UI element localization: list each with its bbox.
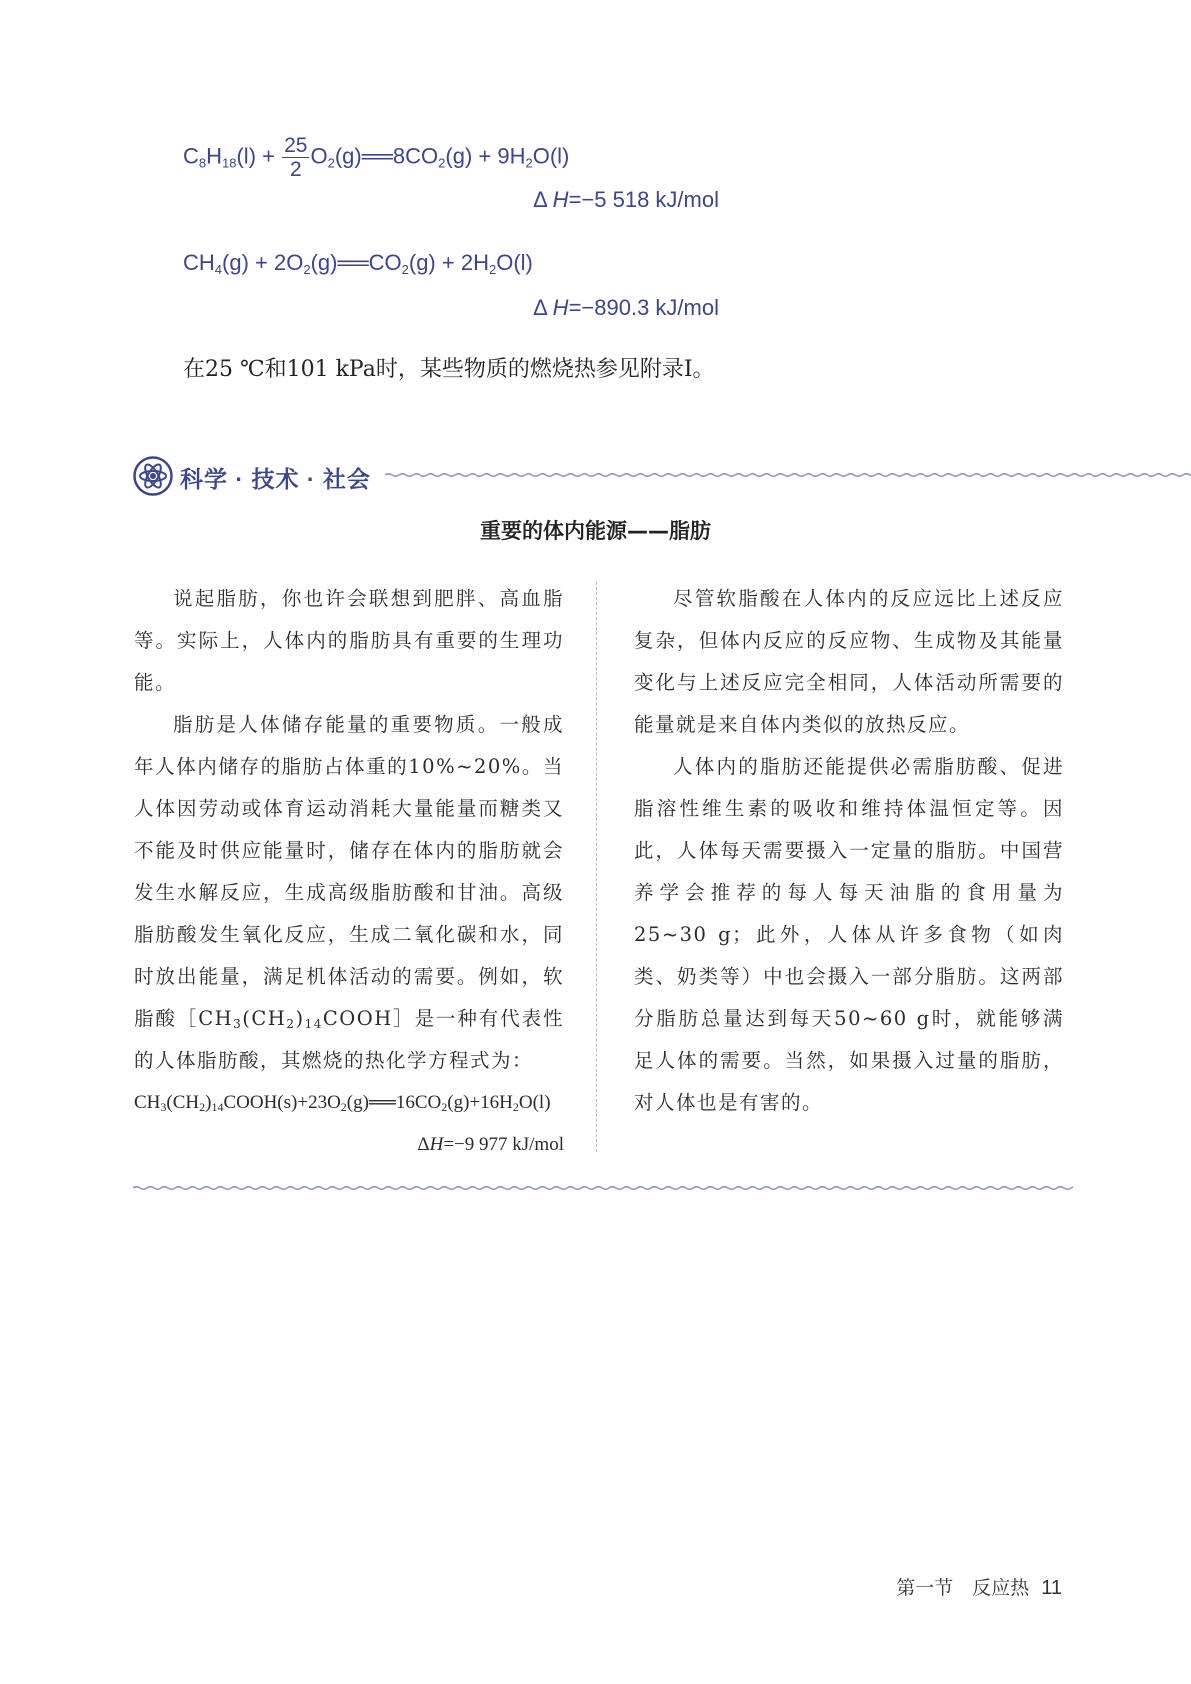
fraction: $\frac{25}{2}$ [284, 134, 308, 181]
section-title: 科学 · 技术 · 社会 [180, 466, 371, 492]
section-header [133, 456, 1073, 500]
equation-methane-combustion: $CH_4(g)$ + $2O_2(g)══CO_2(g) + 2H_2O(l)$ [183, 250, 533, 277]
left-column [134, 578, 564, 1166]
right-column [634, 578, 1064, 1124]
equation-octane-combustion: $C_8H_{18}(l)$ + $\frac{25}{2}$ $O_2(g)══8CO_2(g) + 9H_2O(l)$ [183, 134, 570, 181]
combustion-heat-note: 在25 ℃和101 kPa时，某些物质的燃烧热参见附录Ⅰ。 [183, 357, 715, 382]
wave-divider-top [385, 470, 1191, 480]
page-footer [896, 1573, 1062, 1600]
paragraph: 脂肪是人体储存能量的重要物质。一般成年人体内储存的脂肪占体重的10%~20%。当人体因劳动或体育运动消耗大量能量而糖类又不能及时供应能量时，储存在体内的脂肪就会发生水解反应，生成高级脂肪酸和甘油。高级脂肪酸发生氧化反应，生成二氧化碳和水，同时放出能量，满足机体活动的需要。例如，软脂酸$[CH_3(CH_2)_{14}COOH]$是一种有代表性的人体脂肪酸，其燃烧的热化学方程式为： [134, 713, 564, 1072]
atom-icon [133, 456, 173, 496]
paragraph: 尽管软脂酸在人体内的反应远比上述反应复杂，但体内反应的反应物、生成物及其能量变化与上述反应完全相同，人体活动所需要的能量就是来自体内类似的放热反应。 [634, 587, 1064, 736]
enthalpy-methane: Δ H=−890.3 kJ/mol [533, 295, 719, 320]
page-number: 11 [1041, 1577, 1062, 1599]
chapter-label: 第一节 反应热 [896, 1578, 1030, 1599]
enthalpy-palmitic-acid: ΔH=−9 977 kJ/mol [417, 1134, 564, 1155]
enthalpy-octane: Δ H=−5 518 kJ/mol [533, 187, 719, 212]
wave-divider-bottom [133, 1183, 1073, 1193]
palmitic-acid-equation: $CH_3(CH_2)_{14}COOH(s)+23O_2(g)══16CO_2(g)+16H_2O(l)$ [134, 1092, 551, 1114]
article-title: 重要的体内能源——脂肪 [480, 519, 711, 543]
paragraph: 人体内的脂肪还能提供必需脂肪酸、促进脂溶性维生素的吸收和维持体温恒定等。因此，人体每天需要摄入一定量的脂肪。中国营养学会推荐的每人每天油脂的食用量为25~30 g；此外，人体从许多食物（如肉类、奶类等）中也会摄入一部分脂肪。这两部分脂肪总量达到每天50~60 g时，就能够满足人体的需要。当然，如果摄入过量的脂肪，对人体也是有害的。 [634, 755, 1064, 1114]
column-divider [596, 582, 597, 1152]
paragraph: 说起脂肪，你也许会联想到肥胖、高血脂等。实际上，人体内的脂肪具有重要的生理功能。 [134, 587, 564, 694]
